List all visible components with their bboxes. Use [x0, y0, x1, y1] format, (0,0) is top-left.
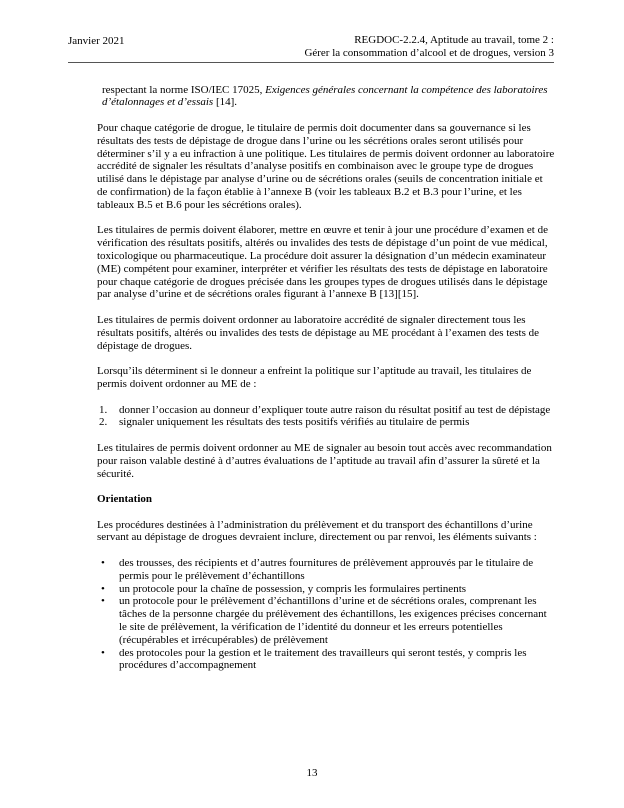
bullet-marker: •	[101, 595, 105, 608]
header-date: Janvier 2021	[68, 34, 125, 47]
bullet-list-item	[97, 583, 555, 596]
list-number: 1.	[99, 403, 108, 416]
paragraph-signaler-resultats: Les titulaires de permis doivent ordonner au laboratoire accrédité de signaler directement tous les résultats positifs, altérés ou invalides des tests de dépistage au ME procédant à l’examen des tests de dépistage de drogues.	[97, 313, 540, 352]
header-doc-title-line1: REGDOC-2.2.4, Aptitude au travail, tome 2 :	[354, 34, 554, 46]
page-footer	[0, 767, 624, 780]
header-doc-title-line2: Gérer la consommation d’alcool et de drogues, version 3	[304, 46, 554, 59]
paragraph-lorsqu-ils-determinent: Lorsqu’ils déterminent si le donneur a enfreint la politique sur l’aptitude au travail, les titulaires de permis doivent ordonner au ME de :	[97, 365, 532, 390]
bullet-marker: •	[101, 582, 105, 595]
paragraph-procedure-examen: Les titulaires de permis doivent élaborer, mettre en œuvre et tenir à jour une procédure d’examen et de vérification des résultats positifs, altérés ou invalides des tests de dépistage d’un point de vue médical, toxicologique ou pharmaceutique. La procédure doit assurer la désignation d’un médecin examinateur (ME) compétent pour examiner, interpréter et vérifier les résultats des tests de dépistage en laboratoire pour chaque catégorie de drogues précisée dans les groupes types de drogues utilisés dans le dépistage par analyse d’urine et de sécrétions orales figurant à l’annexe B [13][15].	[97, 224, 548, 301]
numbered-list-item	[97, 416, 555, 429]
page-body	[0, 63, 624, 673]
page-header	[0, 0, 624, 63]
paragraph-norme-suffix: [14].	[213, 96, 238, 109]
bullet-marker: •	[101, 557, 105, 570]
paragraph-norme-prefix: respectant la norme ISO/IEC 17025,	[102, 83, 266, 96]
numbered-list	[97, 404, 555, 430]
bullet-list	[97, 557, 555, 672]
list-item-text: un protocole pour le prélèvement d’échantillons d’urine et de sécrétions orales, comprenant les tâches de la personne chargée du prélèvement des échantillons, les exigences précises concernant le site de prélèvement, la vérification de l’identité du donneur et les erreurs potentielles (récupérables et irrécupérables) de prélèvement	[119, 595, 547, 646]
paragraph-procedures-prelevement: Les procédures destinées à l’administration du prélèvement et du transport des échantillons d’urine servant au dépistage de drogues devraient inclure, directement ou par renvoi, les éléments suivants :	[97, 518, 537, 544]
numbered-list-item	[97, 404, 555, 417]
page-number: 13	[306, 767, 318, 780]
list-item-text: un protocole pour la chaîne de possession, y compris les formulaires pertinents	[119, 582, 467, 595]
bullet-marker: •	[101, 646, 105, 659]
list-item-text: des protocoles pour la gestion et le traitement des travailleurs qui seront testés, y compris les procédures d’accompagnement	[119, 646, 527, 672]
paragraph-categorie-drogue: Pour chaque catégorie de drogue, le titulaire de permis doit documenter dans sa gouvernance si les résultats des tests de dépistage de drogue dans l’urine ou les sécrétions orales seront utilisés pour déterminer s’il y a eu infraction à une politique. Les titulaires de permis doivent ordonner au laboratoire accrédité de signaler les résultats d’analyse positifs en combinaison avec le groupe type de drogues utilisé dans le dépistage par analyse d’urine ou de sécrétions orales (seuils de concentration initiale et de confirmation) de la façon établie à l’annexe B (voir les tableaux B.2 et B.3 pour l’urine, et les tableaux B.5 et B.6 pour les sécrétions orales).	[97, 121, 555, 211]
header-doc-title	[304, 34, 554, 60]
list-number: 2.	[99, 416, 108, 429]
paragraph-me-signaler-acces: Les titulaires de permis doivent ordonner au ME de signaler au besoin tout accès avec recommandation pour raison valable destiné à d’autres évaluations de l’aptitude au travail afin d’assurer la sûreté et la sécurité.	[97, 441, 552, 480]
bullet-list-item	[97, 647, 555, 673]
list-item-text: des trousses, des récipients et d’autres fournitures de prélèvement approuvés par le titulaire de permis pour le prélèvement d’échantillons	[119, 557, 534, 582]
list-item-text: donner l’occasion au donneur d’expliquer toute autre raison du résultat positif au test de dépistage	[119, 403, 551, 416]
list-item-text: signaler uniquement les résultats des tests positifs vérifiés au titulaire de permis	[119, 416, 470, 429]
header-row	[68, 34, 554, 60]
bullet-list-item	[97, 557, 555, 583]
bullet-list-item	[97, 595, 555, 646]
referenced-document-title: Exigences générales concernant la compétence des laboratoires d’étalonnages et d’essais	[102, 83, 548, 109]
section-heading-orientation: Orientation	[97, 493, 152, 506]
paragraph-norme-iso	[102, 84, 555, 110]
